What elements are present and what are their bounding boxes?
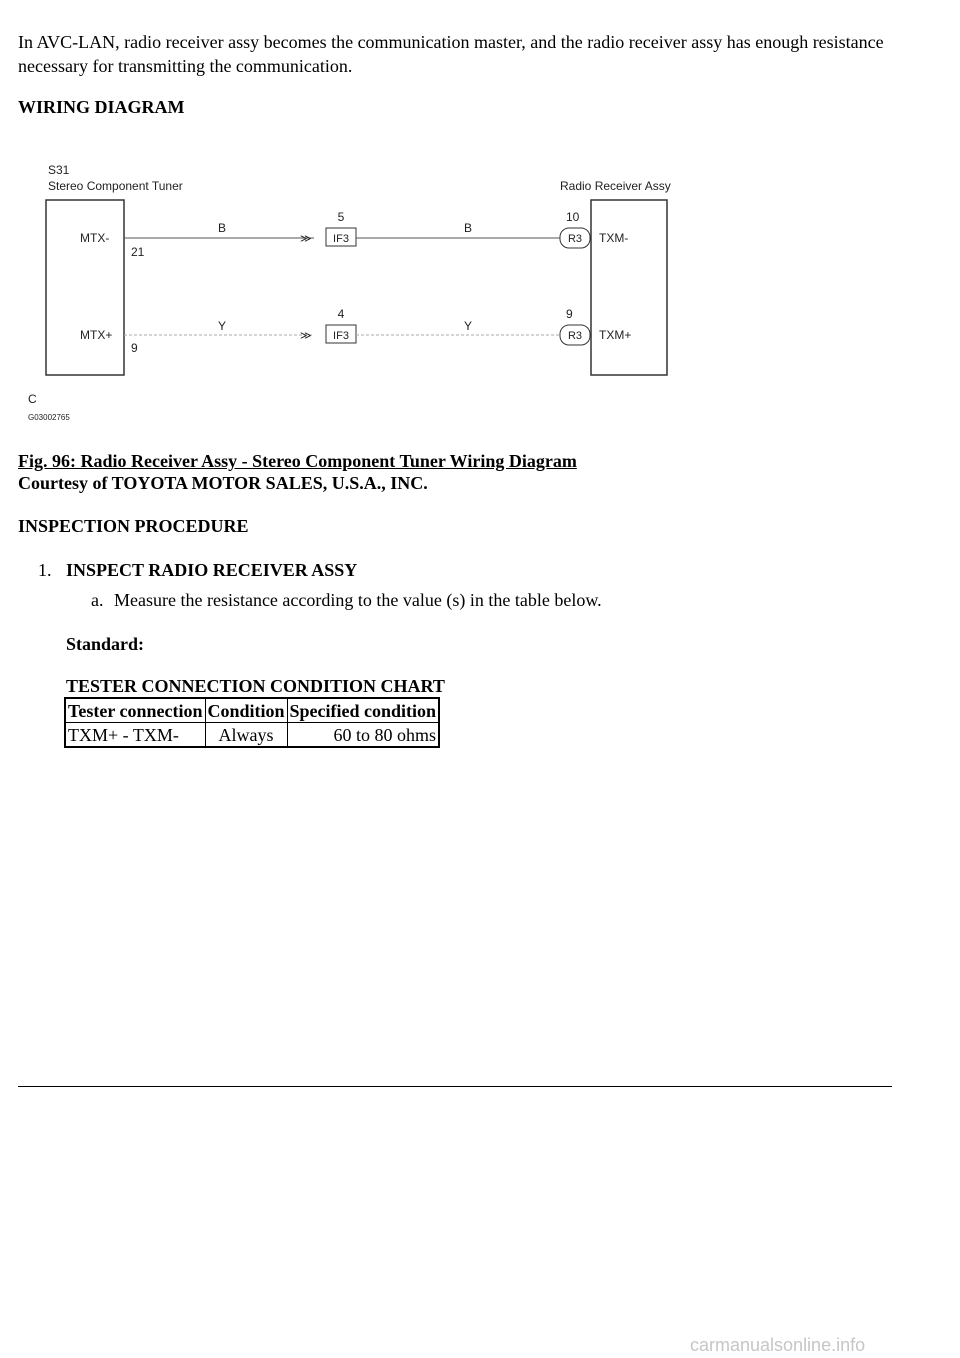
left-connector-id: S31 — [48, 163, 70, 177]
step-number: 1. — [38, 560, 52, 580]
stereo-tuner-box — [46, 200, 124, 375]
inspection-heading: INSPECTION PROCEDURE — [18, 516, 249, 536]
right-connector-upper: R3 — [567, 233, 583, 245]
wiring-diagram-heading: WIRING DIAGRAM — [18, 97, 185, 117]
radio-receiver-box — [591, 200, 667, 375]
cell-condition: Always — [205, 723, 287, 748]
step-title: INSPECT RADIO RECEIVER ASSY — [66, 560, 358, 580]
junction-arrow-upper: ≫ — [300, 233, 312, 245]
junction-connector-lower: IF3 — [333, 330, 349, 342]
table-row — [65, 723, 439, 748]
right-pin-lower: 9 — [566, 307, 573, 321]
page-divider — [18, 1086, 892, 1087]
wire-color-upper-left: B — [218, 221, 227, 235]
site-watermark: carmanualsonline.info — [690, 1335, 866, 1355]
figure-code: G03002765 — [28, 413, 70, 422]
courtesy-line: Courtesy of TOYOTA MOTOR SALES, U.S.A., INC. — [18, 473, 428, 493]
tester-connection-table — [64, 697, 440, 748]
header-condition: Condition — [205, 698, 287, 723]
right-pin-label-upper: TXM- — [599, 231, 629, 245]
standard-label: Standard: — [66, 634, 145, 654]
right-pin-label-lower: TXM+ — [599, 328, 632, 342]
wiring-diagram — [18, 150, 718, 430]
wire-color-lower-right: Y — [464, 319, 473, 333]
wire-color-upper-right: B — [464, 221, 473, 235]
left-pin-label-lower: MTX+ — [80, 328, 113, 342]
figure-caption: Fig. 96: Radio Receiver Assy - Stereo Component Tuner Wiring Diagram — [18, 451, 577, 471]
right-pin-upper: 10 — [566, 210, 580, 224]
header-tester-connection: Tester connection — [65, 698, 205, 723]
table-header-row — [65, 698, 439, 723]
left-pin-number-upper: 21 — [131, 245, 145, 259]
left-pin-label-upper: MTX- — [80, 231, 110, 245]
left-component-label: Stereo Component Tuner — [48, 179, 183, 193]
junction-pin-lower: 4 — [337, 307, 345, 321]
right-component-label: Radio Receiver Assy — [560, 179, 671, 193]
cell-tester-connection: TXM+ - TXM- — [65, 723, 205, 748]
junction-connector-upper: IF3 — [333, 233, 349, 245]
right-connector-lower: R3 — [567, 330, 583, 342]
chart-title: TESTER CONNECTION CONDITION CHART — [66, 676, 445, 696]
substep-text: Measure the resistance according to the value (s) in the table below. — [114, 590, 602, 610]
junction-pin-upper: 5 — [337, 210, 345, 224]
diagram-corner-letter: C — [28, 392, 37, 406]
left-pin-number-lower: 9 — [131, 341, 138, 355]
substep-letter: a. — [91, 590, 104, 610]
wire-color-lower-left: Y — [218, 319, 227, 333]
cell-specified-condition: 60 to 80 ohms — [287, 723, 439, 748]
intro-paragraph: In AVC-LAN, radio receiver assy becomes the communication master, and the radio receiver assy has enough resistance necessary for transmitting the communication. — [18, 32, 884, 76]
junction-arrow-lower: ≫ — [300, 330, 312, 342]
header-specified-condition: Specified condition — [287, 698, 439, 723]
